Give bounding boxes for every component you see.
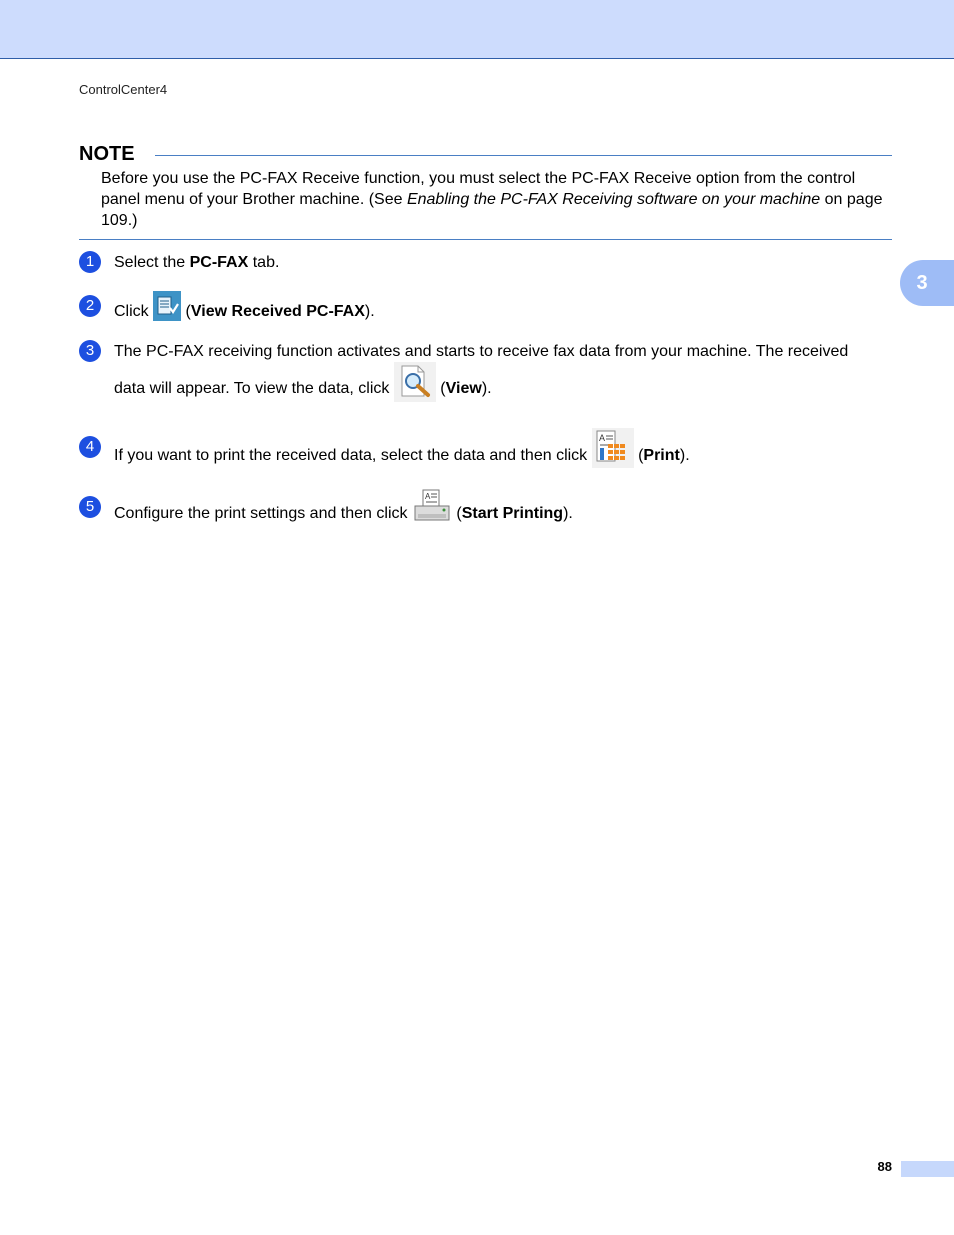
step-text: data will appear. To view the data, click — [114, 380, 394, 398]
step-number: 5 — [79, 496, 101, 518]
step-text: ( — [451, 505, 462, 523]
note-text: Before you use the PC-FAX Receive function, you must select the PC-FAX Receive option from the control panel menu of your Brother machine. (See — [101, 170, 856, 208]
printer-icon[interactable] — [412, 488, 452, 530]
page-footer-bar — [901, 1161, 954, 1177]
step-text: ). — [481, 380, 492, 398]
step-text: ( — [435, 380, 446, 398]
note-rule-top — [155, 155, 892, 156]
note-xref[interactable]: Enabling the PC-FAX Receiving software on your machine — [406, 191, 821, 208]
note-body — [101, 168, 893, 231]
chapter-tab: 3 — [900, 260, 954, 306]
page-header-band — [0, 0, 954, 59]
pc-fax-tab-label: PC-FAX — [189, 254, 249, 271]
running-head: ControlCenter4 — [79, 82, 168, 97]
svg-text:A: A — [424, 492, 431, 501]
page-number: 88 — [877, 1159, 892, 1174]
view-label: View — [445, 380, 482, 398]
view-received-pcfax-icon[interactable] — [153, 291, 181, 327]
step-text: ). — [679, 447, 690, 465]
step-number: 3 — [79, 340, 101, 362]
step-number: 2 — [79, 295, 101, 317]
step-text: ). — [364, 303, 375, 321]
step-number: 4 — [79, 436, 101, 458]
step-1 — [79, 251, 894, 273]
step-text: tab. — [248, 254, 280, 271]
step-text: ( — [633, 447, 644, 465]
step-text: If you want to print the received data, select the data and then click — [114, 447, 592, 465]
step-text: The PC-FAX receiving function activates and starts to receive fax data from your machine. The received — [114, 343, 849, 360]
svg-text:A: A — [598, 433, 605, 443]
step-text: ). — [563, 505, 573, 523]
note-heading: NOTE — [79, 143, 135, 165]
step-text: ( — [181, 303, 191, 321]
step-text: Click — [114, 303, 154, 321]
magnifier-document-icon[interactable] — [394, 362, 436, 408]
step-5 — [79, 492, 894, 530]
step-2 — [79, 295, 894, 327]
step-text: Select the — [114, 254, 190, 271]
print-document-icon[interactable] — [592, 428, 634, 474]
note-rule-bottom — [79, 239, 892, 240]
view-received-pcfax-label: View Received PC-FAX — [190, 303, 365, 321]
step-3 — [79, 340, 894, 408]
step-number: 1 — [79, 251, 101, 273]
start-printing-label: Start Printing — [461, 505, 564, 523]
note-text-end: on page 109.) — [101, 191, 883, 229]
step-4 — [79, 433, 894, 474]
print-label: Print — [643, 447, 680, 465]
step-text: Configure the print settings and then click — [114, 505, 412, 523]
